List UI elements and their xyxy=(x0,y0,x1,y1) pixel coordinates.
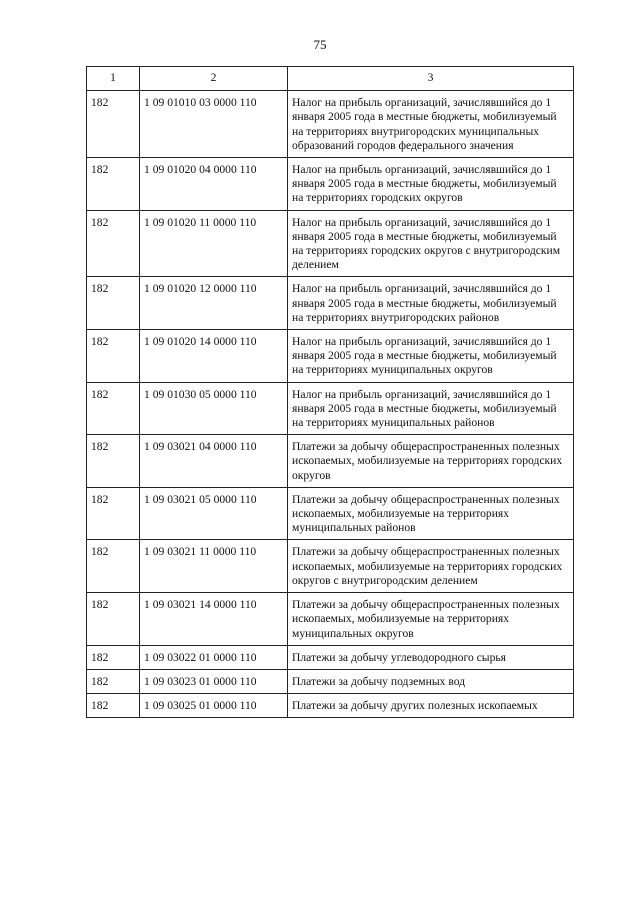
admin-code-cell: 182 xyxy=(87,382,140,435)
budget-code-cell: 1 09 01020 11 0000 110 xyxy=(140,210,288,277)
column-header-1: 1 xyxy=(87,67,140,91)
table-row xyxy=(87,540,574,593)
table-row xyxy=(87,382,574,435)
income-name-cell: Платежи за добычу углеводородного сырья xyxy=(288,645,574,669)
budget-classification-table xyxy=(86,66,574,718)
admin-code-cell: 182 xyxy=(87,694,140,718)
budget-code-cell: 1 09 01020 14 0000 110 xyxy=(140,330,288,383)
table-row xyxy=(87,91,574,158)
budget-code-cell: 1 09 03025 01 0000 110 xyxy=(140,694,288,718)
budget-code-cell: 1 09 01030 05 0000 110 xyxy=(140,382,288,435)
table-row xyxy=(87,330,574,383)
admin-code-cell: 182 xyxy=(87,330,140,383)
income-name-cell: Налог на прибыль организаций, зачислявшийся до 1 января 2005 года в местные бюджеты, мобилизуемый на территориях городских округов с внутригородским делением xyxy=(288,210,574,277)
income-name-cell: Налог на прибыль организаций, зачислявшийся до 1 января 2005 года в местные бюджеты, мобилизуемый на территориях внутригородских районов xyxy=(288,277,574,330)
table-row xyxy=(87,487,574,540)
budget-code-cell: 1 09 01010 03 0000 110 xyxy=(140,91,288,158)
admin-code-cell: 182 xyxy=(87,487,140,540)
income-name-cell: Налог на прибыль организаций, зачислявшийся до 1 января 2005 года в местные бюджеты, мобилизуемый на территориях внутригородских муниципальных образований городов федерального значения xyxy=(288,91,574,158)
admin-code-cell: 182 xyxy=(87,91,140,158)
budget-code-cell: 1 09 03021 14 0000 110 xyxy=(140,593,288,646)
admin-code-cell: 182 xyxy=(87,277,140,330)
admin-code-cell: 182 xyxy=(87,435,140,488)
table-header-row xyxy=(87,67,574,91)
table-row xyxy=(87,593,574,646)
income-name-cell: Налог на прибыль организаций, зачислявшийся до 1 января 2005 года в местные бюджеты, мобилизуемый на территориях городских округов xyxy=(288,158,574,211)
admin-code-cell: 182 xyxy=(87,593,140,646)
admin-code-cell: 182 xyxy=(87,669,140,693)
income-name-cell: Платежи за добычу общераспространенных полезных ископаемых, мобилизуемые на территориях городских округов с внутригородским делением xyxy=(288,540,574,593)
column-header-3: 3 xyxy=(288,67,574,91)
admin-code-cell: 182 xyxy=(87,540,140,593)
table-row xyxy=(87,694,574,718)
income-name-cell: Платежи за добычу других полезных ископаемых xyxy=(288,694,574,718)
income-name-cell: Платежи за добычу подземных вод xyxy=(288,669,574,693)
income-name-cell: Платежи за добычу общераспространенных полезных ископаемых, мобилизуемые на территориях муниципальных районов xyxy=(288,487,574,540)
page-number: 75 xyxy=(313,37,327,52)
table-row xyxy=(87,645,574,669)
budget-code-cell: 1 09 03021 05 0000 110 xyxy=(140,487,288,540)
budget-code-cell: 1 09 03021 04 0000 110 xyxy=(140,435,288,488)
budget-code-cell: 1 09 01020 04 0000 110 xyxy=(140,158,288,211)
income-name-cell: Платежи за добычу общераспространенных полезных ископаемых, мобилизуемые на территориях городских округов xyxy=(288,435,574,488)
admin-code-cell: 182 xyxy=(87,210,140,277)
budget-code-cell: 1 09 03021 11 0000 110 xyxy=(140,540,288,593)
income-name-cell: Налог на прибыль организаций, зачислявшийся до 1 января 2005 года в местные бюджеты, мобилизуемый на территориях муниципальных округов xyxy=(288,330,574,383)
budget-code-cell: 1 09 03022 01 0000 110 xyxy=(140,645,288,669)
table-row xyxy=(87,158,574,211)
admin-code-cell: 182 xyxy=(87,645,140,669)
budget-code-cell: 1 09 03023 01 0000 110 xyxy=(140,669,288,693)
table-row xyxy=(87,669,574,693)
admin-code-cell: 182 xyxy=(87,158,140,211)
table-row xyxy=(87,277,574,330)
column-header-2: 2 xyxy=(140,67,288,91)
budget-code-cell: 1 09 01020 12 0000 110 xyxy=(140,277,288,330)
table-row xyxy=(87,435,574,488)
table-row xyxy=(87,210,574,277)
income-name-cell: Платежи за добычу общераспространенных полезных ископаемых, мобилизуемые на территориях муниципальных округов xyxy=(288,593,574,646)
table-body xyxy=(87,91,574,718)
income-name-cell: Налог на прибыль организаций, зачислявшийся до 1 января 2005 года в местные бюджеты, мобилизуемый на территориях муниципальных районов xyxy=(288,382,574,435)
